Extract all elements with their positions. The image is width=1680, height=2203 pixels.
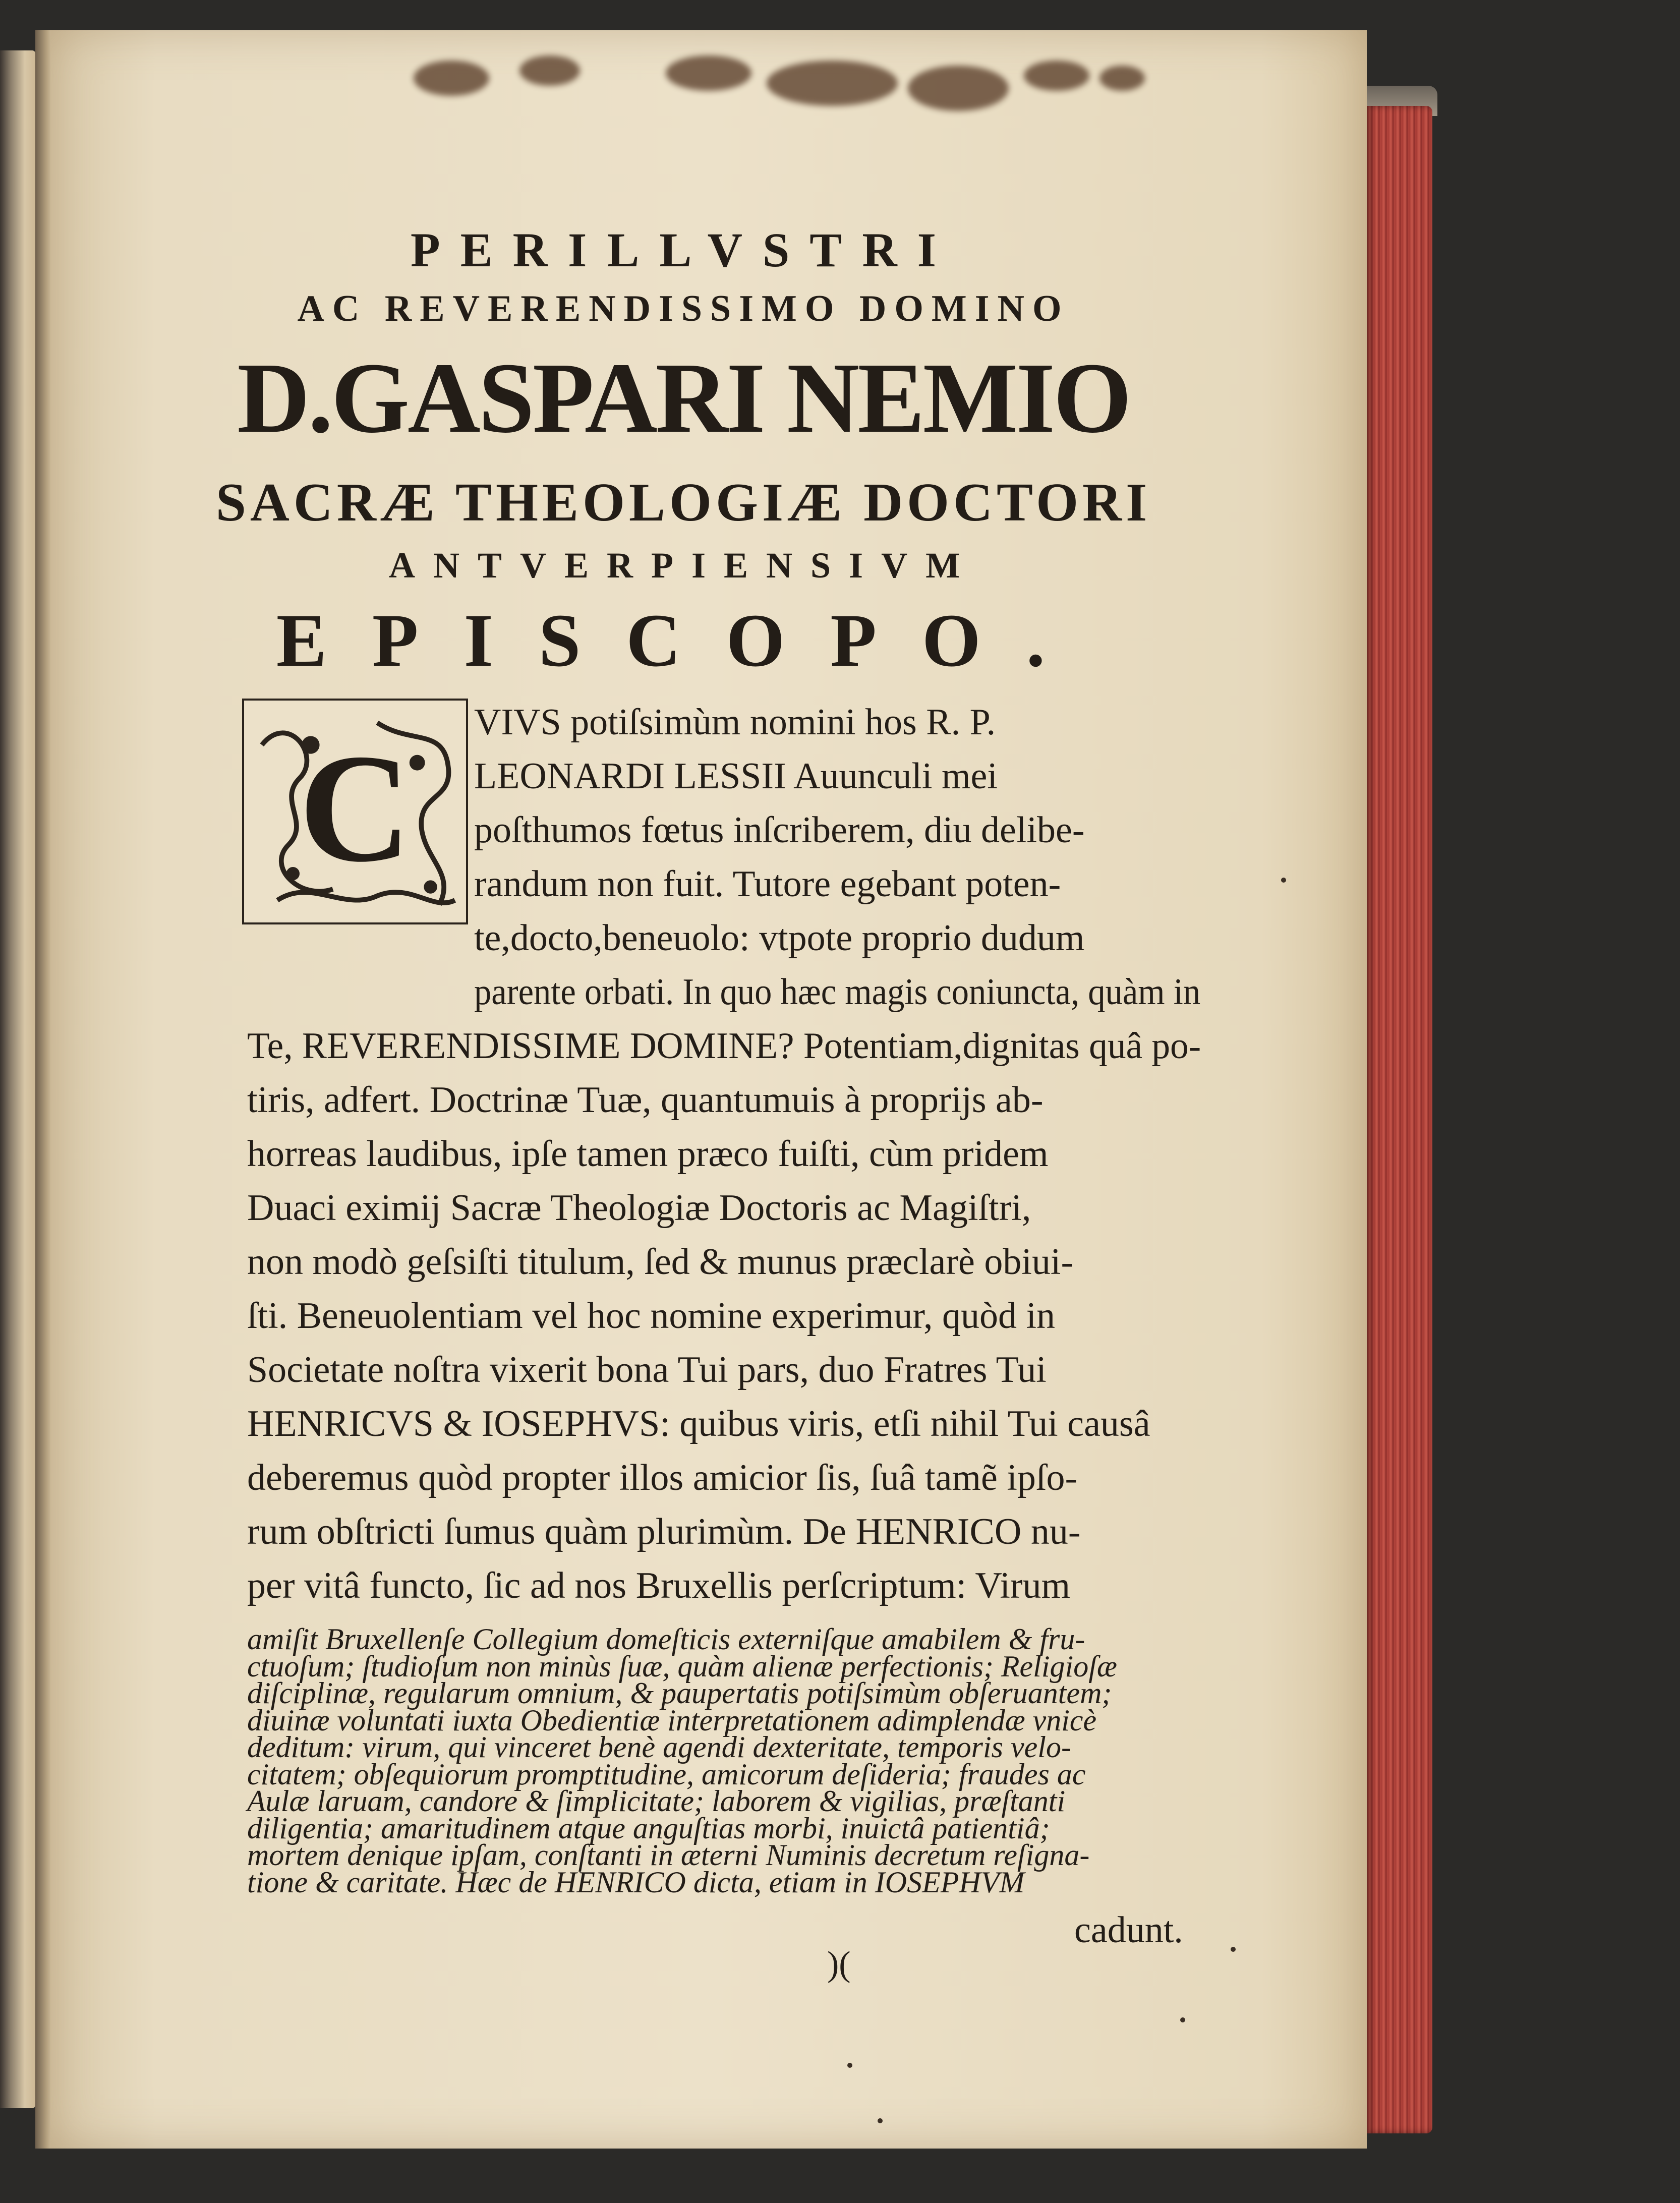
stain xyxy=(1099,66,1145,91)
catchword: cadunt. xyxy=(1074,1909,1183,1951)
italic-line: diuinæ voluntati iuxta Obedientiæ interpretationem adimplendæ vnicè xyxy=(247,1703,1097,1737)
body-line: poſthumos fœtus inſcriberem, diu delibe- xyxy=(474,809,1085,851)
stain xyxy=(666,55,751,91)
body-line: tiris, adfert. Doctrinæ Tuæ, quantumuis à proprijs ab- xyxy=(247,1079,1044,1121)
heading-line-5: ANTVERPIENSIVM xyxy=(388,545,978,586)
stain xyxy=(519,55,580,86)
heading-line-3: D.GASPARI NEMIO xyxy=(237,342,1130,454)
heading-line-2: AC REVERENDISSIMO DOMINO xyxy=(297,288,1070,329)
body-line: Societate noſtra vixerit bona Tui pars, duo Fratres Tui xyxy=(247,1349,1047,1390)
italic-line: Aulæ laruam, candore & ſimplicitate; laborem & vigilias, præſtanti xyxy=(247,1784,1066,1818)
body-line: Duaci eximij Sacræ Theologiæ Doctoris ac Magiſtri, xyxy=(247,1187,1031,1229)
italic-line: citatem; obſequiorum promptitudine, amicorum deſideria; fraudes ac xyxy=(247,1757,1086,1791)
signature-mark: )( xyxy=(827,1945,851,1984)
italic-line: mortem denique ipſam, conſtanti in æterni Numinis decretum reſigna- xyxy=(247,1838,1090,1872)
body-line: LEONARDI LESSII Auunculi mei xyxy=(474,756,998,797)
initial-letter: C xyxy=(299,722,412,894)
italic-line: amiſit Bruxellenſe Collegium domeſticis externiſque amabilem & fru- xyxy=(247,1622,1085,1656)
decorated-initial-ornament xyxy=(244,701,466,922)
speck xyxy=(1180,2017,1185,2022)
heading-line-6: EPISCOPO. xyxy=(276,599,1091,682)
italic-line: diſciplinæ, regularum omnium, & paupertatis potiſsimùm obſeruantem; xyxy=(247,1676,1112,1710)
body-line: VIVS potiſsimùm nomini hos R. P. xyxy=(474,702,996,743)
left-page-edge xyxy=(0,50,35,2108)
italic-line: ctuoſum; ſtudioſum non minùs ſuæ, quàm alienæ perfectionis; Religioſæ xyxy=(247,1649,1117,1683)
body-line: horreas laudibus, ipſe tamen præco fuiſti, cùm pridem xyxy=(247,1133,1049,1175)
body-line: randum non fuit. Tutore egebant poten- xyxy=(474,863,1061,905)
body-line: parente orbati. In quo hæc magis coniuncta, quàm in xyxy=(474,971,1201,1013)
speck xyxy=(1281,878,1286,883)
heading-line-1: PERILLVSTRI xyxy=(410,223,957,277)
stain xyxy=(414,61,489,96)
body-line: ſti. Beneuolentiam vel hoc nomine experimur, quòd in xyxy=(247,1295,1056,1337)
body-line: per vitâ functo, ſic ad nos Bruxellis perſcriptum: Virum xyxy=(247,1565,1071,1606)
speck xyxy=(847,2063,852,2068)
body-line: Te, REVERENDISSIME DOMINE? Potentiam,dignitas quâ po- xyxy=(247,1025,1201,1067)
speck xyxy=(1231,1947,1236,1952)
body-line: rum obſtricti ſumus quàm plurimùm. De HENRICO nu- xyxy=(247,1511,1081,1552)
speck xyxy=(878,2118,883,2123)
red-page-edges xyxy=(1367,106,1432,2133)
body-line: HENRICVS & IOSEPHVS: quibus viris, etſi nihil Tui causâ xyxy=(247,1403,1150,1444)
body-line: non modò geſsiſti titulum, ſed & munus præclarè obiui- xyxy=(247,1241,1074,1283)
stain xyxy=(767,61,898,106)
italic-line: diligentia; amaritudinem atque anguſtias morbi, inuictâ patientiâ; xyxy=(247,1811,1050,1845)
heading-line-4: SACRÆ THEOLOGIÆ DOCTORI xyxy=(215,473,1151,533)
stain xyxy=(908,66,1009,111)
decorated-initial xyxy=(242,699,468,924)
body-line: te,docto,beneuolo: vtpote proprio dudum xyxy=(474,917,1085,959)
body-line: deberemus quòd propter illos amicior ſis, ſuâ tamẽ ipſo- xyxy=(247,1457,1078,1498)
stain xyxy=(1024,61,1089,91)
italic-line: deditum: virum, qui vinceret benè agendi dexteritate, temporis velo- xyxy=(247,1730,1071,1764)
italic-line: tione & caritate. Hæc de HENRICO dicta, etiam in IOSEPHVM xyxy=(247,1865,1025,1899)
